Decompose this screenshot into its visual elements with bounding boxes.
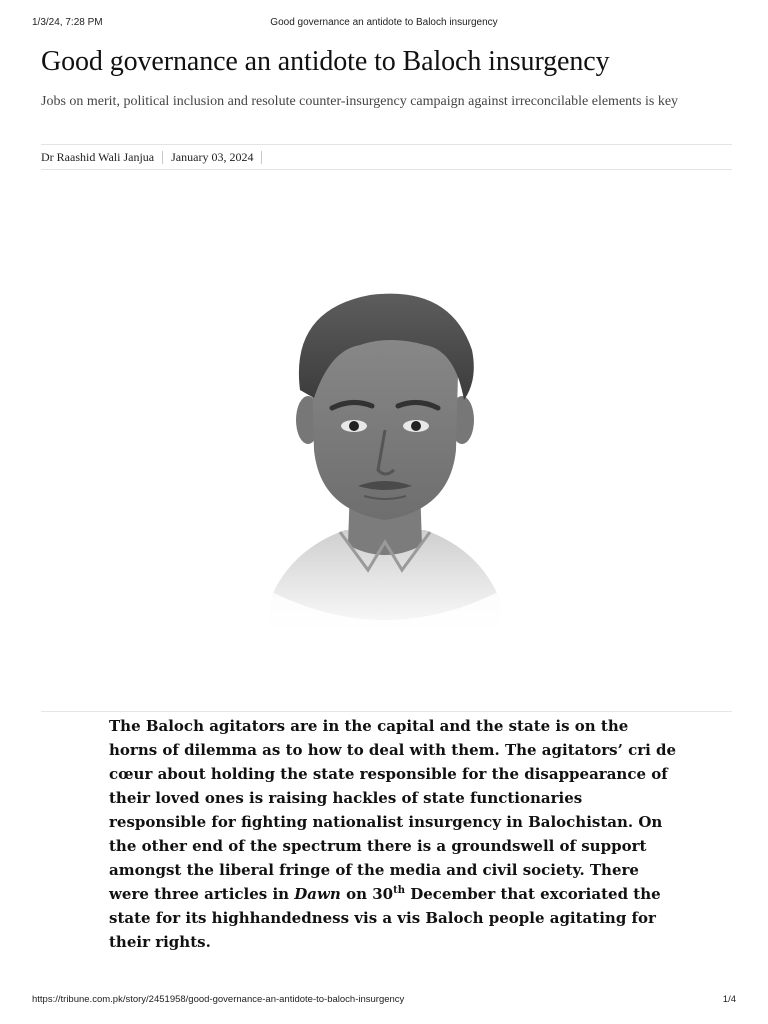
page-url[interactable]: https://tribune.com.pk/story/2451958/good-governance-an-antidote-to-baloch-insurgency bbox=[32, 994, 405, 1005]
print-page-title: Good governance an antidote to Baloch insurgency bbox=[270, 17, 498, 28]
body-text-part: on 30 bbox=[340, 885, 394, 903]
publication-name: Dawn bbox=[294, 885, 341, 903]
author-name[interactable]: Dr Raashid Wali Janjua bbox=[41, 149, 155, 164]
page-number: 1/4 bbox=[722, 994, 736, 1005]
article-headline: Good governance an antidote to Baloch insurgency bbox=[41, 46, 610, 77]
article-subheadline: Jobs on merit, political inclusion and resolute counter-insurgency campaign against irreconcilable elements is key bbox=[41, 94, 679, 109]
article-body-paragraph bbox=[109, 714, 679, 954]
byline-divider bbox=[261, 151, 262, 164]
print-footer bbox=[32, 994, 736, 1008]
byline bbox=[41, 144, 732, 170]
body-text-part: The Baloch agitators are in the capital and the state is on the horns of dilemma as to how to deal with them. The agitators’ cri de cœur about holding the state responsible for the disappearance of their loved ones is raising hackles of state functionaries responsible for fighting nationalist insurgency in Balochistan. On the other end of the spectrum there is a groundswell of support amongst the liberal fringe of the media and civil society. There were three articles in bbox=[109, 717, 677, 903]
author-portrait bbox=[250, 280, 520, 640]
body-text-part: December that excoriated the state for its highhandedness vis a vis Baloch people agitating for their rights. bbox=[109, 885, 661, 951]
byline-divider bbox=[162, 151, 163, 164]
print-datetime: 1/3/24, 7:28 PM bbox=[32, 17, 103, 28]
ordinal-superscript: th bbox=[393, 885, 405, 896]
publish-date: January 03, 2024 bbox=[171, 149, 254, 164]
print-header bbox=[32, 17, 736, 31]
section-divider bbox=[41, 711, 732, 712]
